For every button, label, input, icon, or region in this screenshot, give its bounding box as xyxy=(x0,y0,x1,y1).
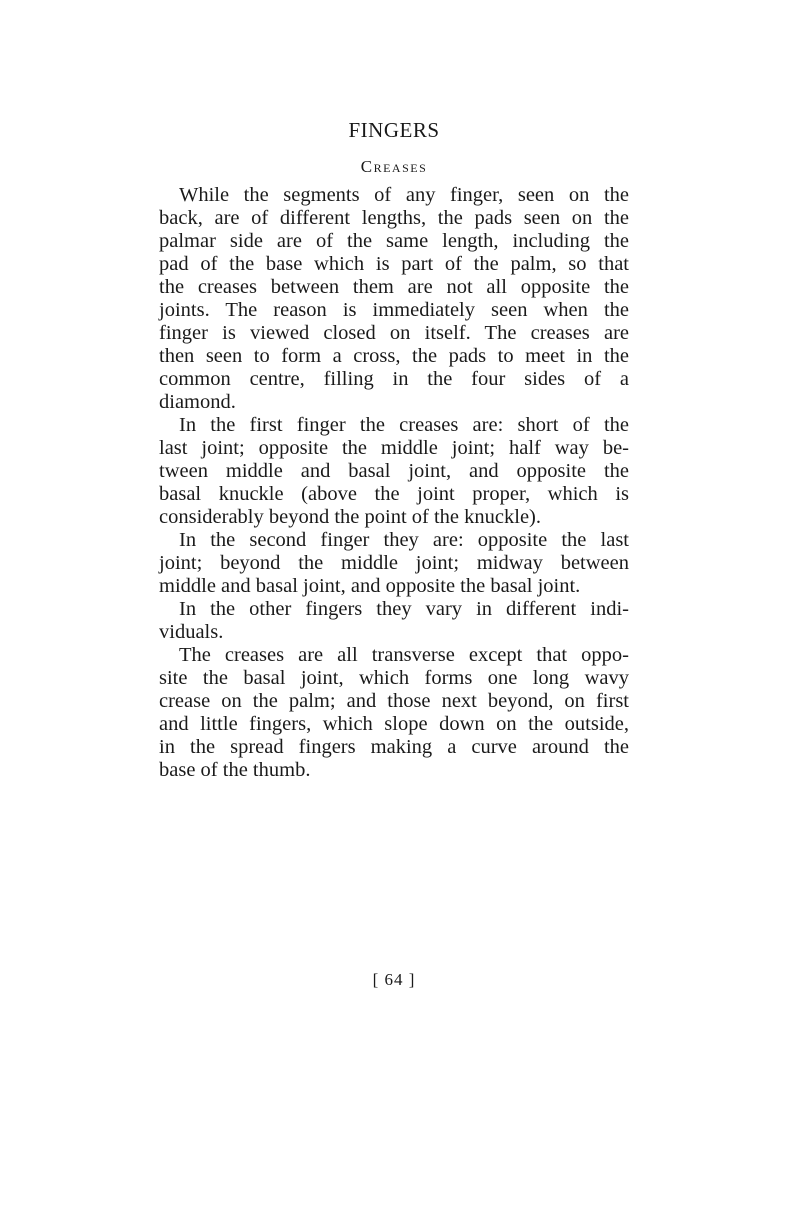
text-line: palmar side are of the same length, including the xyxy=(159,230,629,252)
page-number: [ 64 ] xyxy=(372,970,416,989)
text-line: joint; beyond the middle joint; midway between xyxy=(159,552,629,574)
section-title: Creases xyxy=(360,157,428,176)
text-line: crease on the palm; and those next beyond, on first xyxy=(159,690,629,712)
text-line: site the basal joint, which forms one long wavy xyxy=(159,667,629,689)
paragraph-5 xyxy=(159,644,629,782)
text-line: common centre, filling in the four sides of a xyxy=(159,368,629,390)
paragraph-4 xyxy=(159,598,629,644)
text-line: in the spread fingers making a curve around the xyxy=(159,736,629,758)
paragraph-3 xyxy=(159,529,629,598)
chapter-title: FINGERS xyxy=(348,118,440,142)
text-line: joints. The reason is immediately seen when the xyxy=(159,299,629,321)
text-line: The creases are all transverse except that oppo- xyxy=(179,644,629,666)
text-line: the creases between them are not all opposite the xyxy=(159,276,629,298)
text-line: tween middle and basal joint, and opposite the xyxy=(159,460,629,482)
text-line: and little fingers, which slope down on the outside, xyxy=(159,713,629,735)
text-line: In the first finger the creases are: short of the xyxy=(179,414,629,436)
text-line: diamond. xyxy=(159,391,236,413)
text-line: viduals. xyxy=(159,621,224,643)
text-line: While the segments of any finger, seen on the xyxy=(179,184,629,206)
text-line: considerably beyond the point of the knuckle). xyxy=(159,506,541,528)
text-line: last joint; opposite the middle joint; half way be- xyxy=(159,437,629,459)
text-line: base of the thumb. xyxy=(159,759,311,781)
body-text xyxy=(159,184,629,782)
text-line: middle and basal joint, and opposite the basal joint. xyxy=(159,575,581,597)
text-line: pad of the base which is part of the palm, so that xyxy=(159,253,629,275)
paragraph-2 xyxy=(159,414,629,529)
text-line: back, are of different lengths, the pads seen on the xyxy=(159,207,629,229)
text-line: then seen to form a cross, the pads to meet in the xyxy=(159,345,629,367)
text-line: In the second finger they are: opposite the last xyxy=(179,529,629,551)
text-line: basal knuckle (above the joint proper, which is xyxy=(159,483,629,505)
paragraph-1 xyxy=(159,184,629,414)
book-page xyxy=(159,0,629,1213)
text-line: In the other fingers they vary in different indi- xyxy=(179,598,629,620)
text-line: finger is viewed closed on itself. The creases are xyxy=(159,322,629,344)
